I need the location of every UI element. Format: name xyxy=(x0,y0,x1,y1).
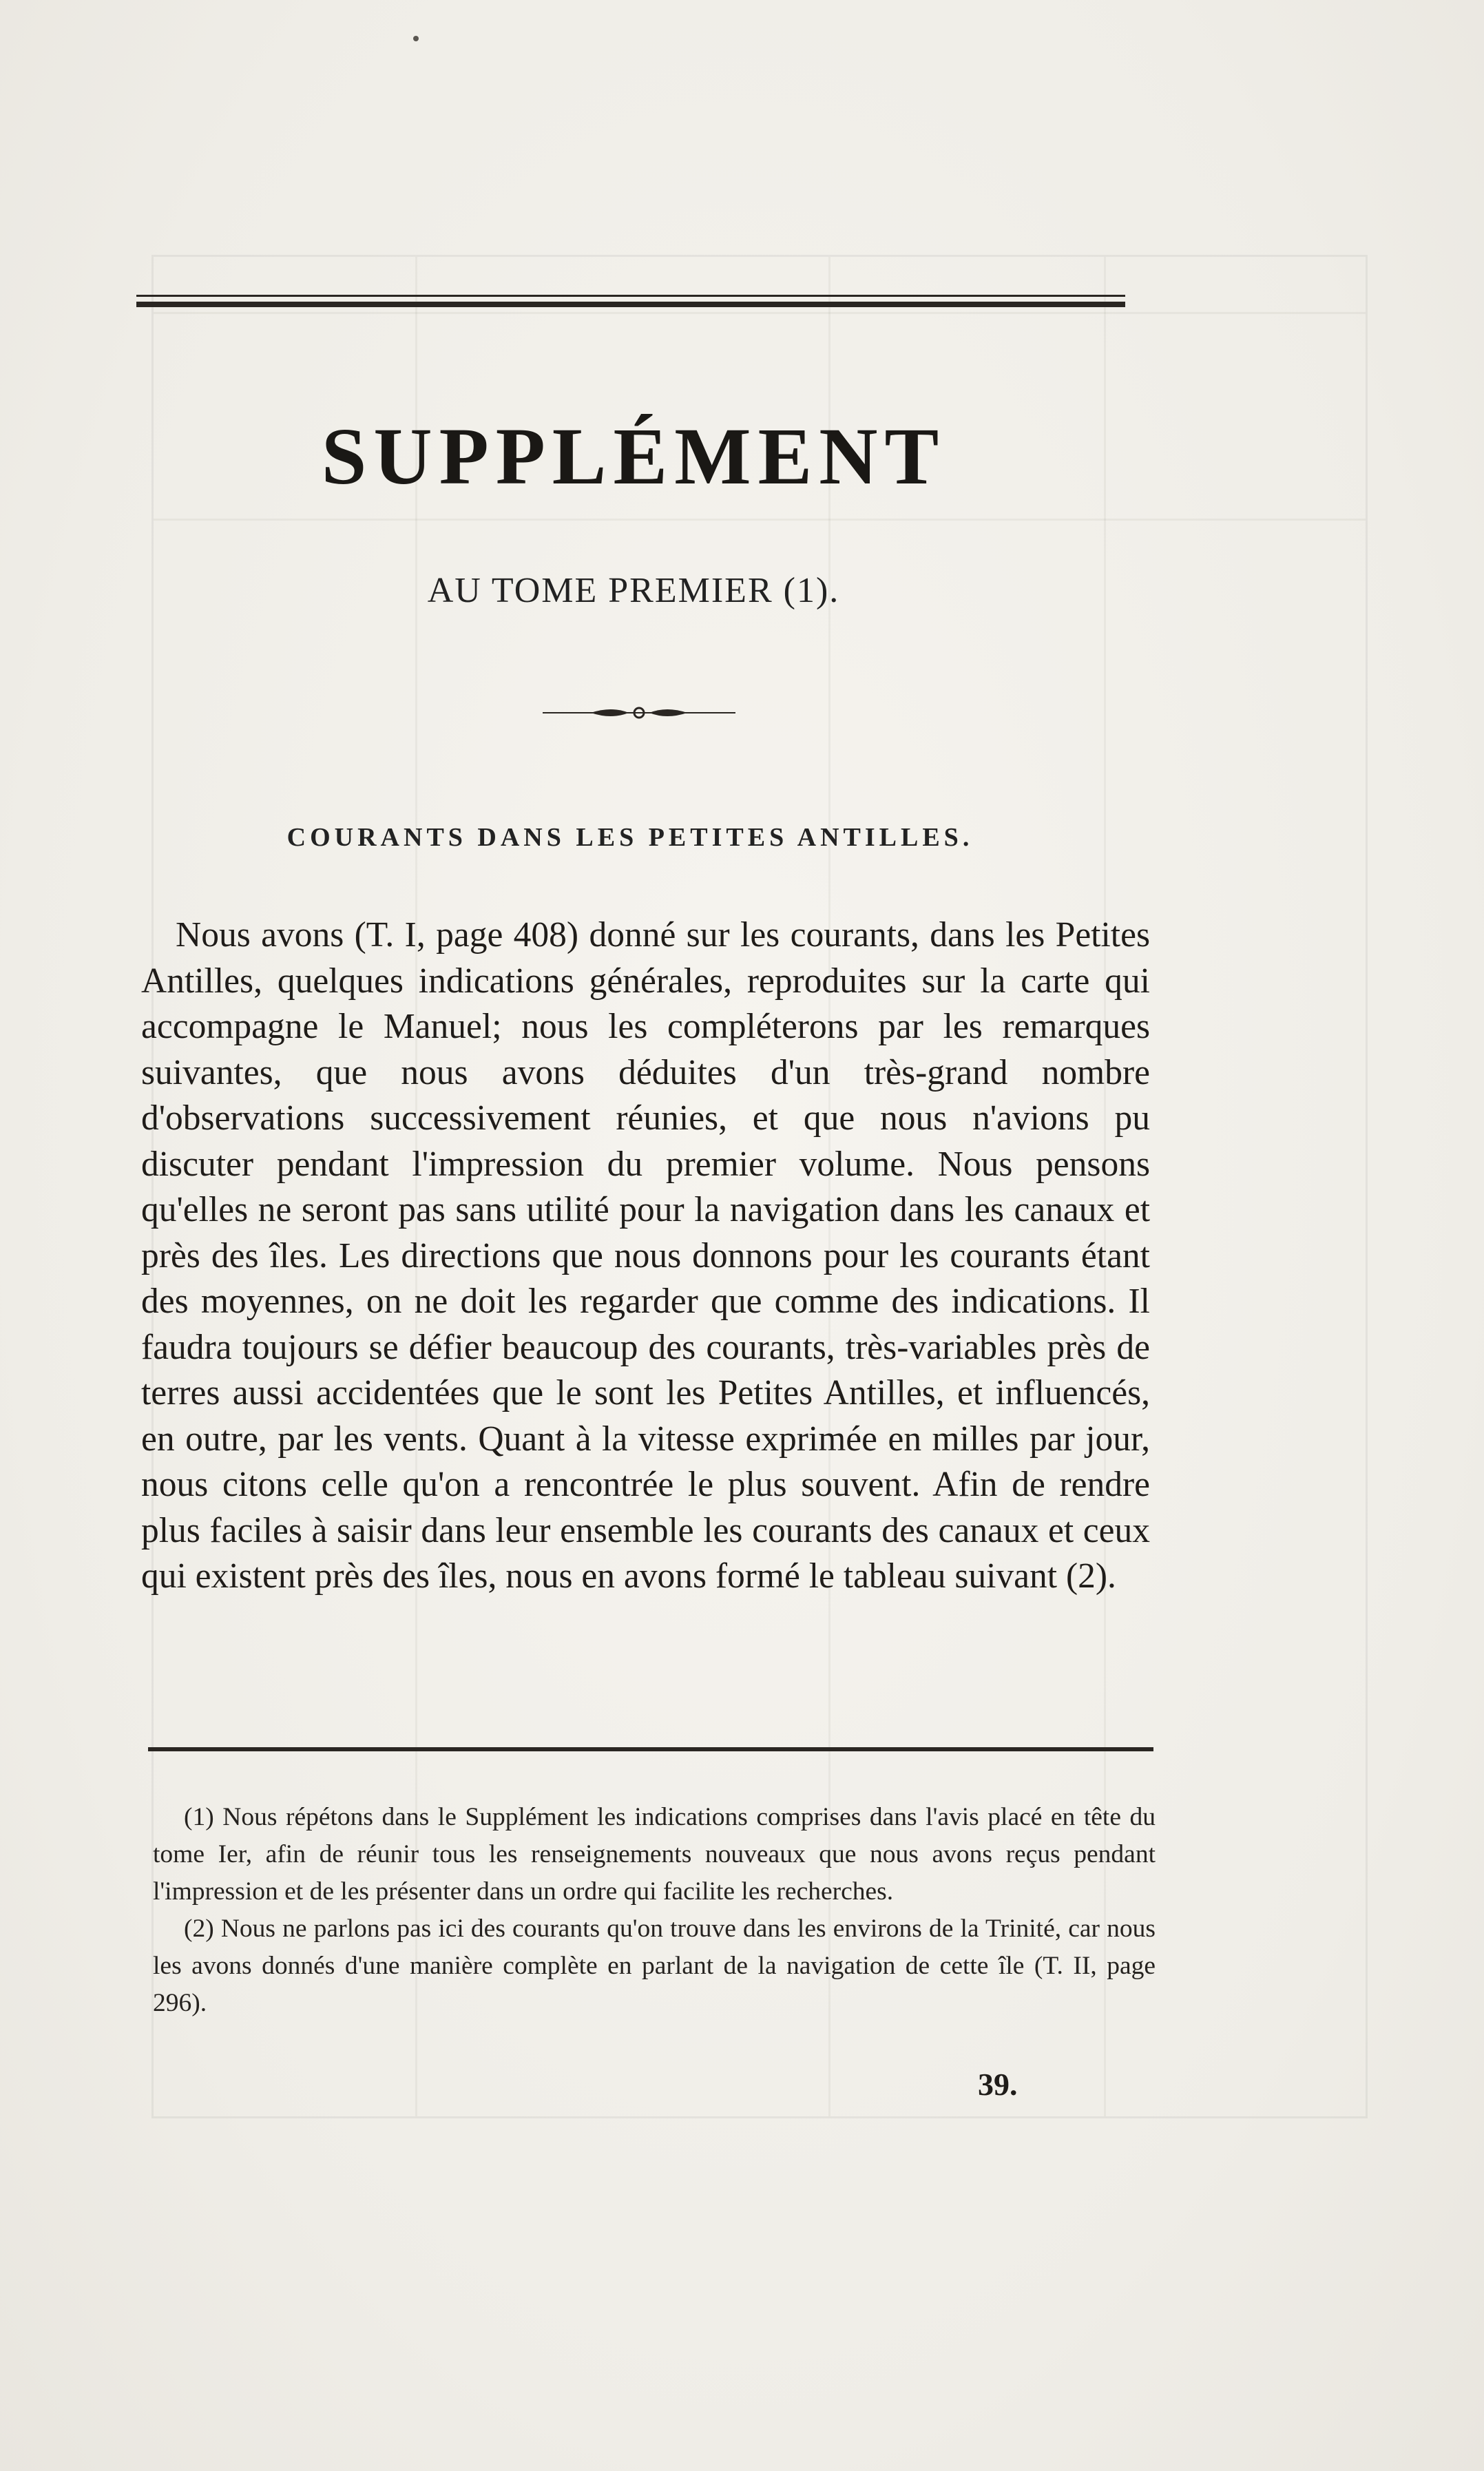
ink-spot xyxy=(413,36,419,41)
footnote-1: (1) Nous répétons dans le Supplément les indications comprises dans l'avis placé en tête du tome Ier, afin de réunir tous les renseignements nouveaux que nous avons reçus pendant l'impression et de les présenter dans un ordre qui facilite les recherches. xyxy=(153,1803,1156,1906)
top-double-rule xyxy=(136,295,1125,310)
body-paragraph xyxy=(141,913,1150,1600)
page-subtitle: AU TOME PREMIER (1). xyxy=(427,571,840,610)
page-title: SUPPLÉMENT xyxy=(321,411,946,501)
body-paragraph-text: Nous avons (T. I, page 408) donné sur les courants, dans les Petites Antilles, quelques indications générales, reproduites sur la carte qui accompagne le Manuel; nous les compléterons par les remarques suivantes, que nous avons déduites d'un très-grand nombre d'observations successivement réunies, et que nous n'avions pu discuter pendant l'impression du premier volume. Nous pensons qu'elles ne seront pas sans utilité pour la navigation dans les canaux et près des îles. Les directions que nous donnons pour les courants étant des moyennes, on ne doit les regarder que comme des indications. Il faudra toujours se défier beaucoup des courants, très-variables près de terres aussi accidentées que le sont les Petites Antilles, et influencés, en outre, par les vents. Quant à la vitesse exprimée en milles par jour, nous citons celle qu'on a rencontrée le plus souvent. Afin de rendre plus faciles à saisir dans leur ensemble les courants des canaux et ceux qui existent près des îles, nous en avons formé le tableau suivant (2). xyxy=(141,915,1150,1596)
section-heading: COURANTS DANS LES PETITES ANTILLES. xyxy=(286,823,974,852)
page-number: 39. xyxy=(978,2067,1018,2102)
footnote-2: (2) Nous ne parlons pas ici des courants qu'on trouve dans les environs de la Trinité, car nous les avons donnés d'une manière complète en parlant de la navigation de cette île (T. II, page 296). xyxy=(153,1915,1156,2017)
footnotes xyxy=(153,1799,1156,2022)
ornament-divider xyxy=(543,699,735,727)
footnote-separator-rule xyxy=(148,1747,1153,1751)
